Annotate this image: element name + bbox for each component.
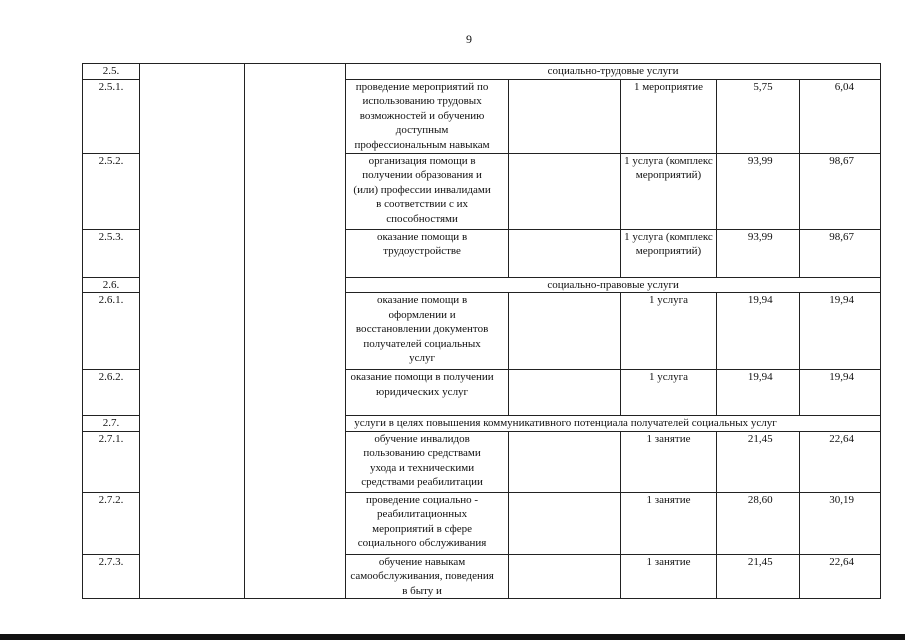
empty-cell (508, 492, 620, 554)
empty-cell (508, 293, 620, 370)
service-name: организация помощи в получении образования и (или) профессии инвалидами в соответствии с их способностями (346, 153, 509, 229)
service-name: оказание помощи в трудоустройстве (346, 229, 509, 277)
unit-cell: 1 занятие (620, 492, 717, 554)
unit-cell: 1 услуга (комплекс мероприятий) (620, 229, 717, 277)
row-code: 2.6.2. (83, 370, 140, 416)
unit-cell: 1 занятие (620, 554, 717, 599)
unit-cell: 1 занятие (620, 431, 717, 492)
row-code: 2.5.2. (83, 153, 140, 229)
value-cell-2: 22,64 (799, 554, 880, 599)
service-name: оказание помощи в получении юридических услуг (346, 370, 509, 416)
empty-cell (508, 79, 620, 153)
row-code: 2.7.3. (83, 554, 140, 599)
section-code: 2.7. (83, 416, 140, 432)
empty-cell (508, 554, 620, 599)
value-cell-1: 21,45 (717, 431, 799, 492)
value-cell-1: 19,94 (717, 370, 799, 416)
row-code: 2.7.2. (83, 492, 140, 554)
value-cell-1: 21,45 (717, 554, 799, 599)
value-cell-2: 22,64 (799, 431, 880, 492)
value-cell-1: 93,99 (717, 229, 799, 277)
section-title: социально-трудовые услуги (346, 64, 881, 80)
value-cell-2: 19,94 (799, 370, 880, 416)
tariff-table (82, 63, 881, 599)
value-cell-2: 30,19 (799, 492, 880, 554)
page-number: 9 (466, 32, 472, 46)
section-code: 2.6. (83, 277, 140, 293)
section-row (83, 64, 881, 80)
empty-column (139, 64, 244, 599)
service-name: проведение мероприятий по использованию трудовых возможностей и обучению доступным профессиональным навыкам (346, 79, 509, 153)
empty-cell (508, 370, 620, 416)
service-name: обучение инвалидов пользованию средствами ухода и техническими средствами реабилитации (346, 431, 509, 492)
empty-column (244, 64, 346, 599)
value-cell-1: 93,99 (717, 153, 799, 229)
service-name: оказание помощи в оформлении и восстановлении документов получателей социальных услуг (346, 293, 509, 370)
row-code: 2.5.3. (83, 229, 140, 277)
section-title: социально-правовые услуги (346, 277, 881, 293)
empty-cell (508, 431, 620, 492)
empty-cell (508, 153, 620, 229)
unit-cell: 1 услуга (620, 370, 717, 416)
section-code: 2.5. (83, 64, 140, 80)
value-cell-2: 6,04 (799, 79, 880, 153)
scan-bottom-edge (0, 634, 905, 640)
value-cell-1: 19,94 (717, 293, 799, 370)
unit-cell: 1 мероприятие (620, 79, 717, 153)
service-name: обучение навыкам самообслуживания, поведения в быту и (346, 554, 509, 599)
value-cell-2: 98,67 (799, 153, 880, 229)
service-name: проведение социально - реабилитационных мероприятий в сфере социального обслуживания (346, 492, 509, 554)
value-cell-2: 19,94 (799, 293, 880, 370)
empty-cell (508, 229, 620, 277)
unit-cell: 1 услуга (комплекс мероприятий) (620, 153, 717, 229)
row-code: 2.6.1. (83, 293, 140, 370)
value-cell-2: 98,67 (799, 229, 880, 277)
value-cell-1: 28,60 (717, 492, 799, 554)
value-cell-1: 5,75 (717, 79, 799, 153)
unit-cell: 1 услуга (620, 293, 717, 370)
row-code: 2.7.1. (83, 431, 140, 492)
section-title: услуги в целях повышения коммуникативного потенциала получателей социальных услуг (346, 416, 881, 432)
row-code: 2.5.1. (83, 79, 140, 153)
